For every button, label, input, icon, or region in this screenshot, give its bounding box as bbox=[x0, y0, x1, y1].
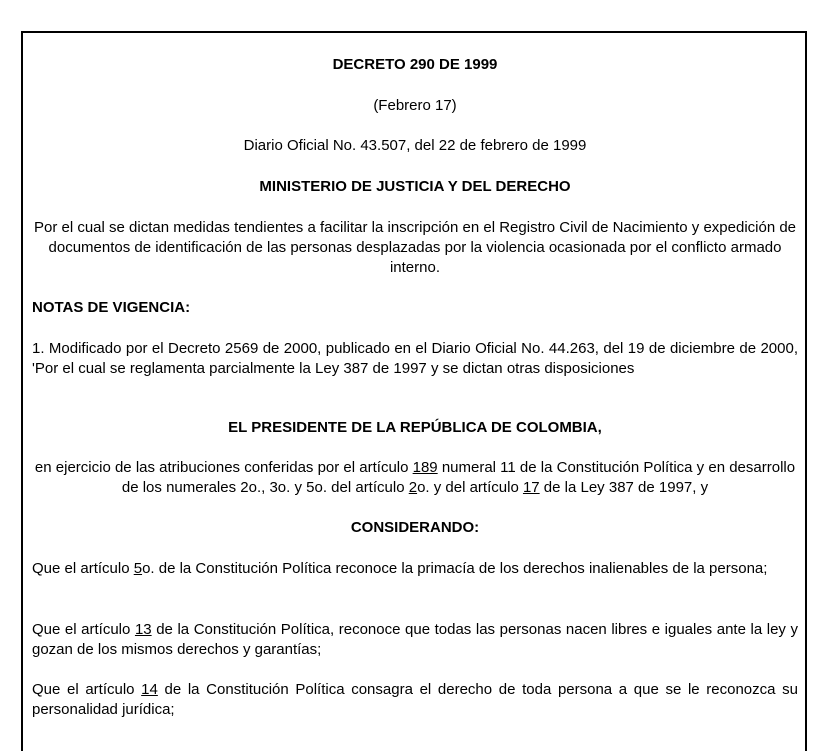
considering-heading: CONSIDERANDO: bbox=[350, 519, 480, 536]
powers-paragraph bbox=[32, 458, 798, 498]
ministry-heading: MINISTERIO DE JUSTICIA Y DEL DERECHO bbox=[259, 178, 571, 195]
whereas-text: Que el artículo bbox=[32, 560, 134, 577]
powers-text: de la Ley 387 de 1997, y bbox=[539, 479, 709, 496]
whereas-text: Que el artículo bbox=[32, 621, 135, 638]
decree-summary: Por el cual se dictan medidas tendientes a facilitar la inscripción en el Registro Civil de Nacimiento y expedición de documentos de identificación de las personas desplazadas por la violencia ocasionada por el conflicto armado interno. bbox=[33, 219, 797, 276]
gazette-reference: Diario Oficial No. 43.507, del 22 de febrero de 1999 bbox=[243, 137, 587, 154]
notes-heading: NOTAS DE VIGENCIA: bbox=[32, 299, 191, 316]
whereas-text: de la Constitución Política, reconoce que todas las personas nacen libres e iguales ante la ley y gozan de los mismos derechos y garantías; bbox=[32, 621, 799, 658]
whereas-article-14 bbox=[32, 680, 798, 720]
article-5-link[interactable]: 5 bbox=[133, 560, 143, 577]
article-17-link[interactable]: 17 bbox=[522, 479, 540, 496]
president-heading: EL PRESIDENTE DE LA REPÚBLICA DE COLOMBIA, bbox=[228, 419, 602, 436]
powers-text: o. y del artículo bbox=[417, 479, 523, 496]
article-189-link[interactable]: 189 bbox=[412, 459, 438, 476]
decree-title: DECRETO 290 DE 1999 bbox=[332, 56, 498, 73]
whereas-article-5 bbox=[32, 559, 798, 579]
article-13-link[interactable]: 13 bbox=[134, 621, 152, 638]
vigencia-note: 1. Modificado por el Decreto 2569 de 2000, publicado en el Diario Oficial No. 44.263, del 19 de diciembre de 2000, 'Por el cual se reglamenta parcialmente la Ley 387 de 1997 y se dictan otras disposiciones bbox=[32, 340, 798, 377]
whereas-text: o. de la Constitución Política reconoce la primacía de los derechos inalienables de la persona; bbox=[142, 560, 768, 577]
article-2-link[interactable]: 2 bbox=[408, 479, 418, 496]
document-page bbox=[21, 31, 807, 751]
powers-text: numeral 11 de la Constitución Política y en desarrollo de los numerales 2o., 3o. y 5o. del artículo bbox=[121, 459, 796, 496]
decree-date: (Febrero 17) bbox=[373, 97, 457, 114]
article-14-link[interactable]: 14 bbox=[141, 681, 158, 698]
powers-text: en ejercicio de las atribuciones conferidas por el artículo bbox=[34, 459, 413, 476]
whereas-article-13 bbox=[32, 620, 798, 660]
whereas-text: Que el artículo bbox=[32, 681, 142, 698]
whereas-text: de la Constitución Política consagra el derecho de toda persona a que se le reconozca su personalidad jurídica; bbox=[32, 681, 798, 718]
